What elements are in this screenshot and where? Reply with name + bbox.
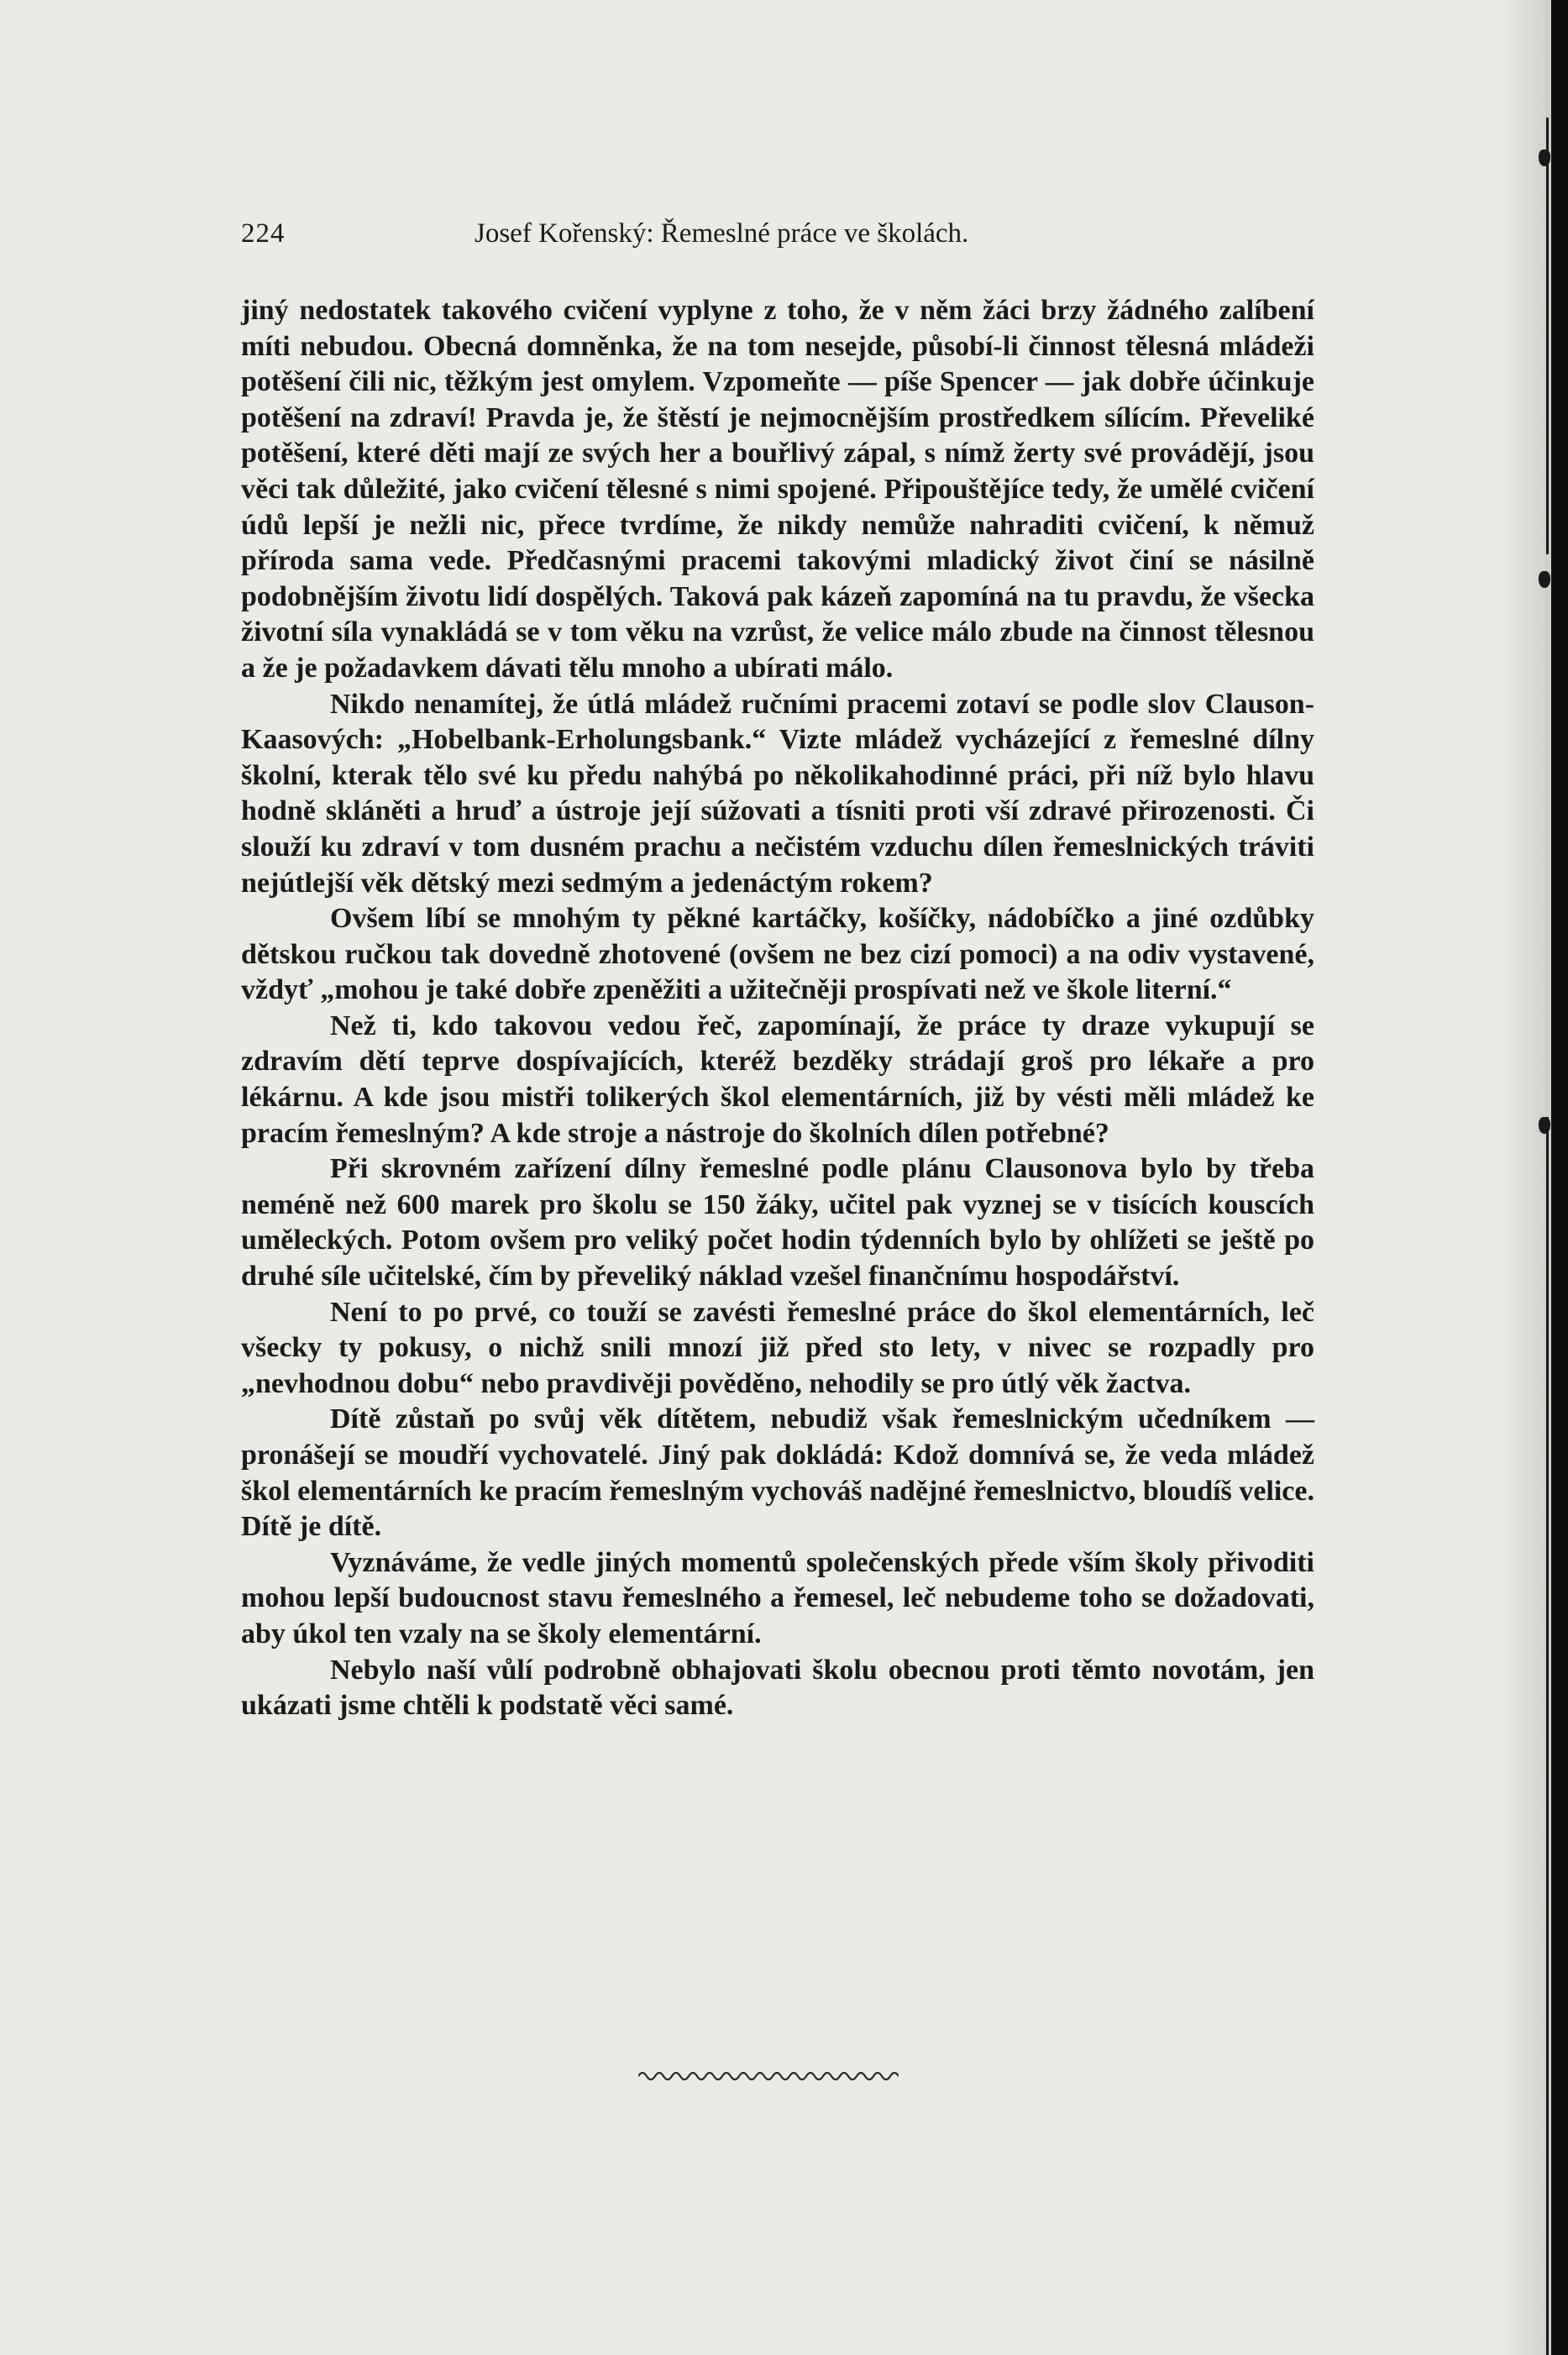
paragraph: Při skrovném zařízení dílny řemeslné podle plánu Clausonova bylo by třeba neméně než 600 marek pro školu se 150 žáky, učitel pak vyznej se v tisících kouscích uměleckých. Potom ovšem pro veliký počet hodin týdenních bylo by ohlížeti se ještě po druhé síle učitelské, čím by převeliký náklad vzešel finančnímu hospodářství. (241, 1153, 1314, 1293)
paragraph: Nebylo naší vůlí podrobně obhajovati školu obecnou proti těmto novotám, jen ukázati jsme chtěli k podstatě věci samé. (241, 1654, 1314, 1722)
paragraph: Dítě zůstaň po svůj věk dítětem, nebudiž však řemeslnickým učedníkem — pronášejí se moudří vychovatelé. Jiný pak dokládá: Kdož domnívá se, že veda mládež škol elementárních ke pracím řemeslným vychováš nadějné řemeslnictvo, bloudíš velice. Dítě je dítě. (241, 1403, 1314, 1543)
scan-rule-top (1546, 118, 1549, 554)
scan-border (1551, 0, 1568, 2355)
running-head: Josef Kořenský: Řemeslné práce ve školách. (475, 218, 969, 249)
paragraph: Než ti, kdo takovou vedou řeč, zapomínají, že práce ty draze vykupují se zdravím dětí teprve dospívajících, kteréž bezděky strádají groš pro lékaře a pro lékárnu. A kde jsou mistři tolikerých škol elementárních, již by vésti měli mládež ke pracím řemeslným? A kde stroje a nástroje do školních dílen potřebné? (241, 1010, 1314, 1149)
paragraph: Vyznáváme, že vedle jiných momentů společenských přede vším školy přivoditi mohou lepší budoucnost stavu řemeslného a řemesel, leč nebudeme toho se dožadovati, aby úkol ten vzaly na se školy elementární. (241, 1546, 1314, 1650)
scan-mark (1539, 571, 1550, 588)
paragraph: jiný nedostatek takového cvičení vyplyne z toho, že v něm žáci brzy žádného zalíbení míti nebudou. Obecná domněnka, že na tom nesejde, působí-li činnost tělesná mládeži potěšení čili nic, těžkým jest omylem. Vzpomeňte — píše Spencer — jak dobře účinkuje potěšení na zdraví! Pravda je, že štěstí je nejmocnějším prostředkem sílícím. Převeliké potěšení, které děti mají ze svých her a bouřlivý zápal, s nímž žerty své provádějí, jsou věci tak důležité, jako cvičení tělesné s nimi spojené. Připouštějíce tedy, že umělé cvičení údů lepší je nežli nic, přece tvrdíme, že nikdy nemůže nahraditi cvičení, k němuž příroda sama vede. Předčasnými pracemi takovými mladický život činí se násilně podobnějším životu lidí dospělých. Taková pak kázeň zapomíná na tu pravdu, že všecka životní síla vynakládá se v tom věku na vzrůst, že velice málo zbude na činnost tělesnou a že je požadavkem dávati tělu mnoho a ubírati málo. (241, 295, 1314, 684)
body-text (241, 293, 1314, 1724)
page-edge-shadow (1501, 0, 1551, 2355)
scan-mark (1539, 1117, 1550, 1134)
paragraph: Nikdo nenamítej, že útlá mládež ručními pracemi zotaví se podle slov Clauson-Kaasových: „Hobelbank-Erholungsbank.“ Vizte mládež vycházející z řemeslné dílny školní, kterak tělo své ku předu nahýbá po několikahodinné práci, při níž bylo hlavu hodně skláněti a hruď a ústroje její súžovati a tísniti proti vší zdravé přirozenosti. Či slouží ku zdraví v tom dusném prachu a nečistém vzduchu dílen řemeslnických tráviti nejútlejší věk dětský mezi sedmým a jedenáctým rokem? (241, 688, 1314, 899)
scan-rule-bottom (1546, 1117, 1549, 2355)
end-ornament (638, 2068, 899, 2085)
scan-mark (1539, 149, 1550, 166)
paragraph: Ovšem líbí se mnohým ty pěkné kartáčky, košíčky, nádobíčko a jiné ozdůbky dětskou ručkou tak dovedně zhotovené (ovšem ne bez cizí pomoci) a na odiv vystavené, vždyť „mohou je také dobře zpeněžiti a užitečněji prospívati než ve škole literní.“ (241, 903, 1314, 1006)
paragraph: Není to po prvé, co touží se zavésti řemeslné práce do škol elementárních, leč všecky ty pokusy, o nichž snili mnozí již před sto lety, v nivec se rozpadly pro „nevhodnou dobu“ nebo pravdivěji pověděno, nehodily se pro útlý věk žactva. (241, 1296, 1314, 1399)
page-number: 224 (241, 218, 286, 249)
